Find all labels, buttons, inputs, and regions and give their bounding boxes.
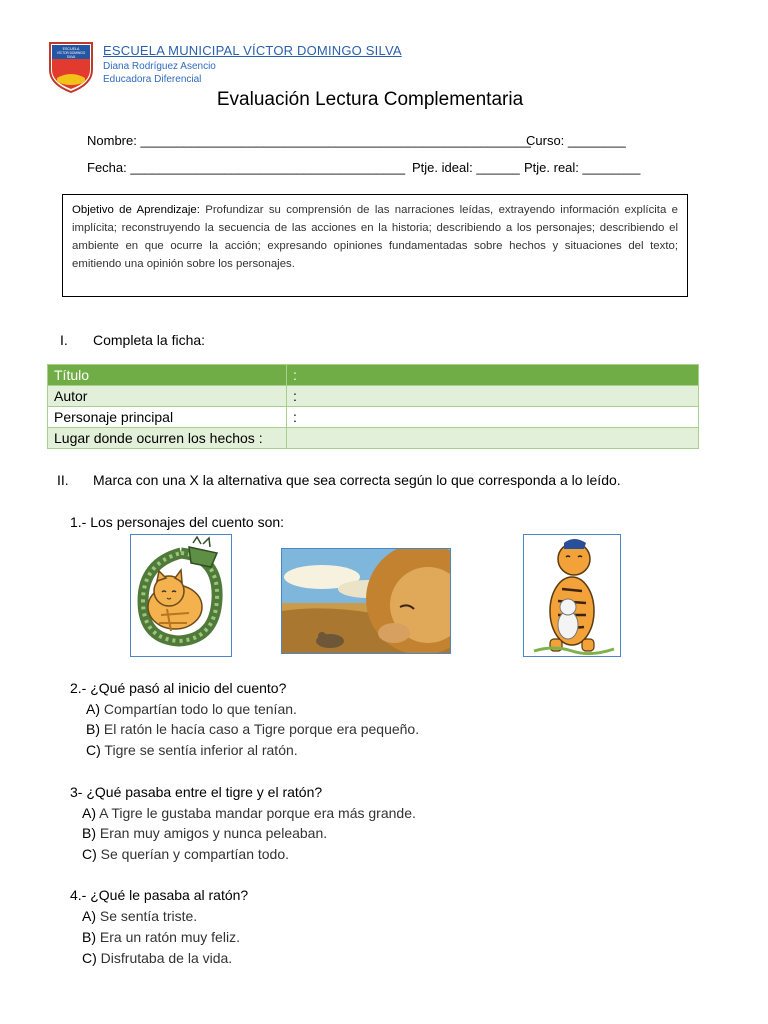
q3-option-b[interactable] — [82, 825, 327, 841]
tiger-mouse-image[interactable] — [523, 534, 621, 657]
dragon-cat-image[interactable] — [130, 534, 232, 657]
ficha-colon: : — [293, 367, 297, 383]
ficha-answer[interactable] — [287, 428, 699, 449]
option-text: Eran muy amigos y nunca peleaban. — [99, 825, 328, 841]
ficha-colon: : — [293, 409, 297, 425]
section-2-number: II. — [57, 472, 69, 488]
question-2: 2.- ¿Qué pasó al inicio del cuento? — [70, 680, 287, 696]
logo-text-line1: ESCUELA — [62, 47, 80, 51]
q4-option-a[interactable] — [82, 908, 197, 924]
ficha-row-autor — [48, 386, 699, 407]
option-letter: B) — [86, 721, 100, 737]
ptje-real-field[interactable]: Ptje. real: ________ — [524, 160, 641, 175]
objective-text: Profundizar su comprensión de las narraciones leídas, extrayendo información explícita e implícita; reconstruyendo la secuencia de las acciones en la historia; describiendo a los personajes; describiendo el ambiente en que ocurre la acción; expresando opiniones fundamentadas sobre hechos y situaciones del texto; emitiendo una opinión sobre los personajes. — [72, 204, 679, 270]
school-name[interactable]: ESCUELA MUNICIPAL VÍCTOR DOMINGO SILVA — [103, 43, 402, 58]
lion-mouse-image[interactable] — [281, 548, 451, 654]
q2-option-a[interactable] — [86, 701, 297, 717]
ficha-colon: : — [293, 388, 297, 404]
section-1-number: I. — [60, 332, 68, 348]
q3-option-c[interactable] — [82, 846, 289, 862]
option-text: A Tigre le gustaba mandar porque era más grande. — [99, 805, 416, 821]
question-4: 4.- ¿Qué le pasaba al ratón? — [70, 887, 249, 903]
q2-option-c[interactable] — [86, 742, 298, 758]
q3-option-a[interactable] — [82, 805, 416, 821]
option-text: Era un ratón muy feliz. — [99, 929, 240, 945]
question-3: 3- ¿Qué pasaba entre el tigre y el ratón? — [70, 784, 323, 800]
ficha-row-lugar — [48, 428, 699, 449]
teacher-name: Diana Rodríguez Asencio — [103, 61, 216, 72]
option-text: Se querían y compartían todo. — [100, 846, 290, 862]
q2-option-b[interactable] — [86, 721, 419, 737]
option-letter: A) — [86, 701, 100, 717]
teacher-role: Educadora Diferencial — [103, 74, 202, 85]
question-1: 1.- Los personajes del cuento son: — [70, 514, 285, 530]
ficha-label: Autor — [48, 386, 287, 407]
q4-option-c[interactable] — [82, 950, 232, 966]
option-text: El ratón le hacía caso a Tigre porque era pequeño. — [103, 721, 420, 737]
q4-option-b[interactable] — [82, 929, 240, 945]
option-letter: A) — [82, 908, 96, 924]
ficha-row-personaje — [48, 407, 699, 428]
nombre-field[interactable]: Nombre: ______________________________________________________ — [87, 133, 531, 148]
ficha-answer[interactable] — [287, 386, 699, 407]
ficha-label: Personaje principal — [48, 407, 287, 428]
logo-text-line3: SILVA — [66, 55, 76, 59]
option-text: Disfrutaba de la vida. — [100, 950, 233, 966]
ficha-label: Título — [48, 365, 287, 386]
logo-text-line2: VÍCTOR DOMINGO — [56, 51, 86, 55]
section-2-title: Marca con una X la alternativa que sea correcta según lo que corresponda a lo leído. — [93, 472, 621, 488]
ficha-answer[interactable] — [287, 407, 699, 428]
ficha-row-titulo — [48, 365, 699, 386]
fecha-field[interactable]: Fecha: ______________________________________ — [87, 160, 406, 175]
objective-label: Objetivo de Aprendizaje: — [72, 204, 200, 216]
option-text: Tigre se sentía inferior al ratón. — [104, 742, 298, 758]
option-letter: C) — [86, 742, 101, 758]
objective-box — [62, 194, 688, 297]
option-letter: C) — [82, 846, 97, 862]
option-letter: B) — [82, 929, 96, 945]
school-logo — [47, 40, 95, 94]
option-text: Se sentía triste. — [99, 908, 198, 924]
ptje-ideal-field[interactable]: Ptje. ideal: ______ — [412, 160, 520, 175]
ficha-answer[interactable] — [287, 365, 699, 386]
curso-field[interactable]: Curso: ________ — [526, 133, 626, 148]
option-letter: B) — [82, 825, 96, 841]
document-title: Evaluación Lectura Complementaria — [216, 89, 524, 110]
option-letter: A) — [82, 805, 96, 821]
option-letter: C) — [82, 950, 97, 966]
section-1-title: Completa la ficha: — [93, 332, 206, 348]
ficha-table — [47, 364, 699, 449]
option-text: Compartían todo lo que tenían. — [103, 701, 297, 717]
ficha-label: Lugar donde ocurren los hechos : — [48, 428, 287, 449]
